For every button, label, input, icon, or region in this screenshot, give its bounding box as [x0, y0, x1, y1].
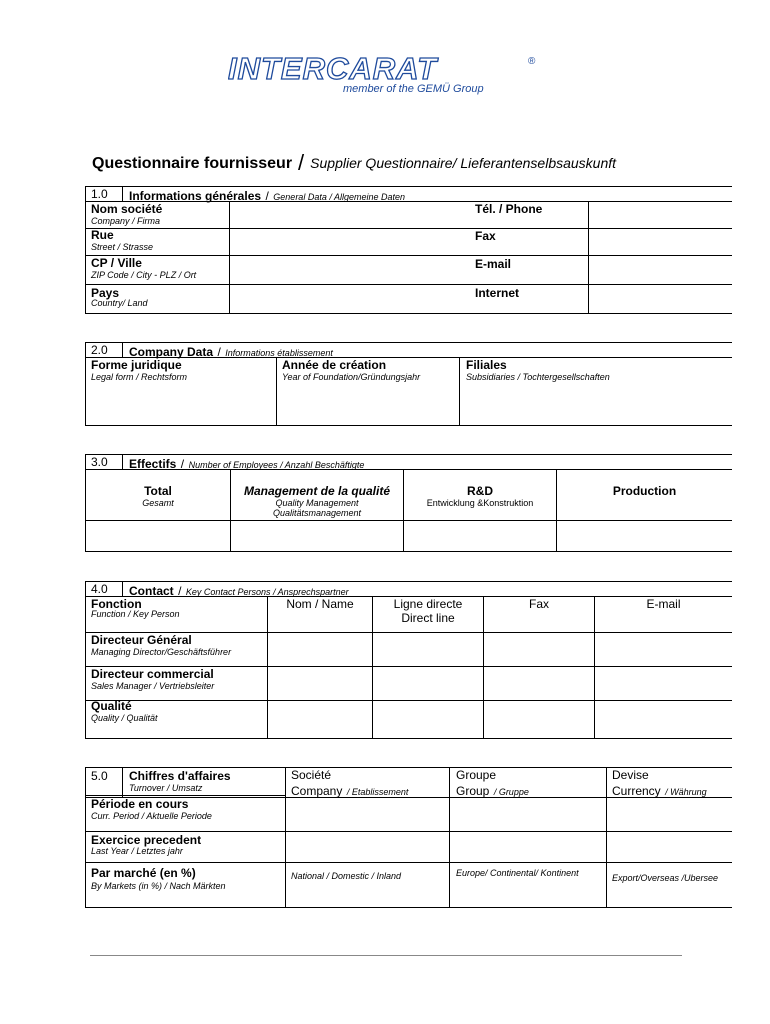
current-period-label: Période en cours: [91, 797, 189, 811]
fax-label: Fax: [475, 229, 496, 243]
managing-director-fields[interactable]: [268, 633, 731, 666]
sales-manager-label: Directeur commercial: [91, 667, 214, 681]
subsidiaries-label: Filiales: [466, 358, 507, 372]
rnd-header: R&D Entwicklung &Konstruktion: [426, 484, 534, 508]
name-column-header: Nom / Name: [286, 597, 354, 611]
market-export-label: Export/Overseas /Ubersee: [612, 873, 719, 883]
country-label: Pays: [91, 286, 120, 300]
direct-line-column-header: Ligne directe Direct line: [393, 597, 463, 625]
quality-fields[interactable]: [268, 701, 731, 738]
sales-manager-sublabel: Sales Manager / Vertriebsleiter: [91, 681, 215, 691]
logo-text: INTERCARAT: [228, 52, 438, 86]
phone-field[interactable]: [589, 202, 731, 228]
street-sublabel: Street / Strasse: [91, 242, 154, 252]
total-header: Total Gesamt: [142, 484, 174, 508]
market-export-cell: [612, 868, 731, 886]
section-number: 3.0: [91, 455, 108, 469]
quality-label: Qualité: [91, 699, 132, 713]
subsidiaries-sublabel: Subsidiaries / Tochtergesellschaften: [466, 372, 610, 382]
market-europe-label: Europe/ Continental/ Kontinent: [456, 868, 579, 878]
last-year-label: Exercice precedent: [91, 833, 202, 847]
section-number: 1.0: [91, 187, 108, 201]
function-label: Fonction: [91, 597, 142, 611]
quality-management-field[interactable]: [231, 521, 403, 551]
subsidiaries-field[interactable]: [460, 386, 731, 424]
turnover-sublabel: Turnover / Umsatz: [129, 783, 203, 793]
city-field[interactable]: [230, 256, 470, 284]
company-name-sublabel: Company / Firma: [91, 216, 161, 226]
quality-sublabel: Quality / Qualität: [91, 713, 158, 723]
managing-director-label: Directeur Général: [91, 633, 192, 647]
foundation-year-sublabel: Year of Foundation/Gründungsjahr: [282, 372, 421, 382]
legal-form-label: Forme juridique: [91, 358, 182, 372]
page-title: [92, 150, 616, 176]
email-field[interactable]: [589, 256, 731, 284]
sales-manager-fields[interactable]: [268, 667, 731, 700]
title-sub: Supplier Questionnaire/ Lieferantenselbsauskunft: [310, 155, 617, 171]
internet-label: Internet: [475, 286, 520, 300]
section-heading: Effectifs / Number of Employees / Anzahl Beschäftigte: [129, 457, 365, 471]
title-main: Questionnaire fournisseur: [92, 155, 293, 172]
quality-management-header: Management de la qualité Quality Management Qualitätsmanagement: [243, 484, 391, 518]
production-header: Production: [612, 484, 677, 498]
company-name-field[interactable]: [230, 202, 470, 228]
logo-registered: ®: [528, 56, 536, 67]
legal-form-field[interactable]: [86, 386, 275, 424]
foundation-year-label: Année de création: [282, 358, 387, 372]
country-sublabel: Country/ Land: [91, 298, 148, 308]
rnd-field[interactable]: [404, 521, 556, 551]
last-year-fields[interactable]: [286, 832, 731, 862]
function-sublabel: Function / Key Person: [91, 609, 180, 619]
phone-label: Tél. / Phone: [475, 202, 543, 216]
country-field[interactable]: [230, 285, 470, 313]
street-label: Rue: [91, 228, 114, 242]
footer-divider: [90, 955, 682, 956]
street-field[interactable]: [230, 229, 470, 255]
section-number: 4.0: [91, 582, 108, 596]
section-number: 5.0: [91, 769, 108, 783]
total-field[interactable]: [86, 521, 230, 551]
title-slash: /: [298, 150, 305, 175]
turnover-heading: Chiffres d'affaires: [129, 769, 231, 783]
foundation-year-field[interactable]: [277, 386, 458, 424]
city-label: CP / Ville: [91, 256, 142, 270]
legal-form-sublabel: Legal form / Rechtsform: [91, 372, 188, 382]
fax-field[interactable]: [589, 229, 731, 255]
market-national-label: National / Domestic / Inland: [291, 871, 402, 881]
fax-column-header: Fax: [528, 597, 549, 611]
logo-tagline: member of the GEMÜ Group: [343, 83, 484, 95]
last-year-sublabel: Last Year / Letztes jahr: [91, 846, 183, 856]
by-market-sublabel: By Markets (in %) / Nach Märkten: [91, 881, 226, 891]
section-number: 2.0: [91, 343, 108, 357]
internet-field[interactable]: [589, 285, 731, 313]
managing-director-sublabel: Managing Director/Geschäftsführer: [91, 647, 232, 657]
email-label: E-mail: [475, 257, 512, 271]
by-market-label: Par marché (en %): [91, 866, 196, 880]
company-column-header: Société Company / Etablissement: [291, 768, 409, 798]
company-name-label: Nom société: [91, 202, 163, 216]
section-heading: Informations générales / General Data / Allgemeine Daten: [129, 189, 406, 203]
logo-wordmark: [228, 52, 548, 86]
currency-column-header: Devise Currency / Währung: [612, 768, 707, 798]
production-field[interactable]: [557, 521, 732, 551]
section-heading: Contact / Key Contact Persons / Ansprechspartner: [129, 584, 349, 598]
email-column-header: E-mail: [646, 597, 681, 611]
group-column-header: Groupe Group / Gruppe: [456, 768, 529, 798]
current-period-fields[interactable]: [286, 798, 731, 831]
current-period-sublabel: Curr. Period / Aktuelle Periode: [91, 811, 212, 821]
section-heading: Company Data / Informations établissement: [129, 345, 333, 359]
city-sublabel: ZIP Code / City - PLZ / Ort: [91, 270, 197, 280]
